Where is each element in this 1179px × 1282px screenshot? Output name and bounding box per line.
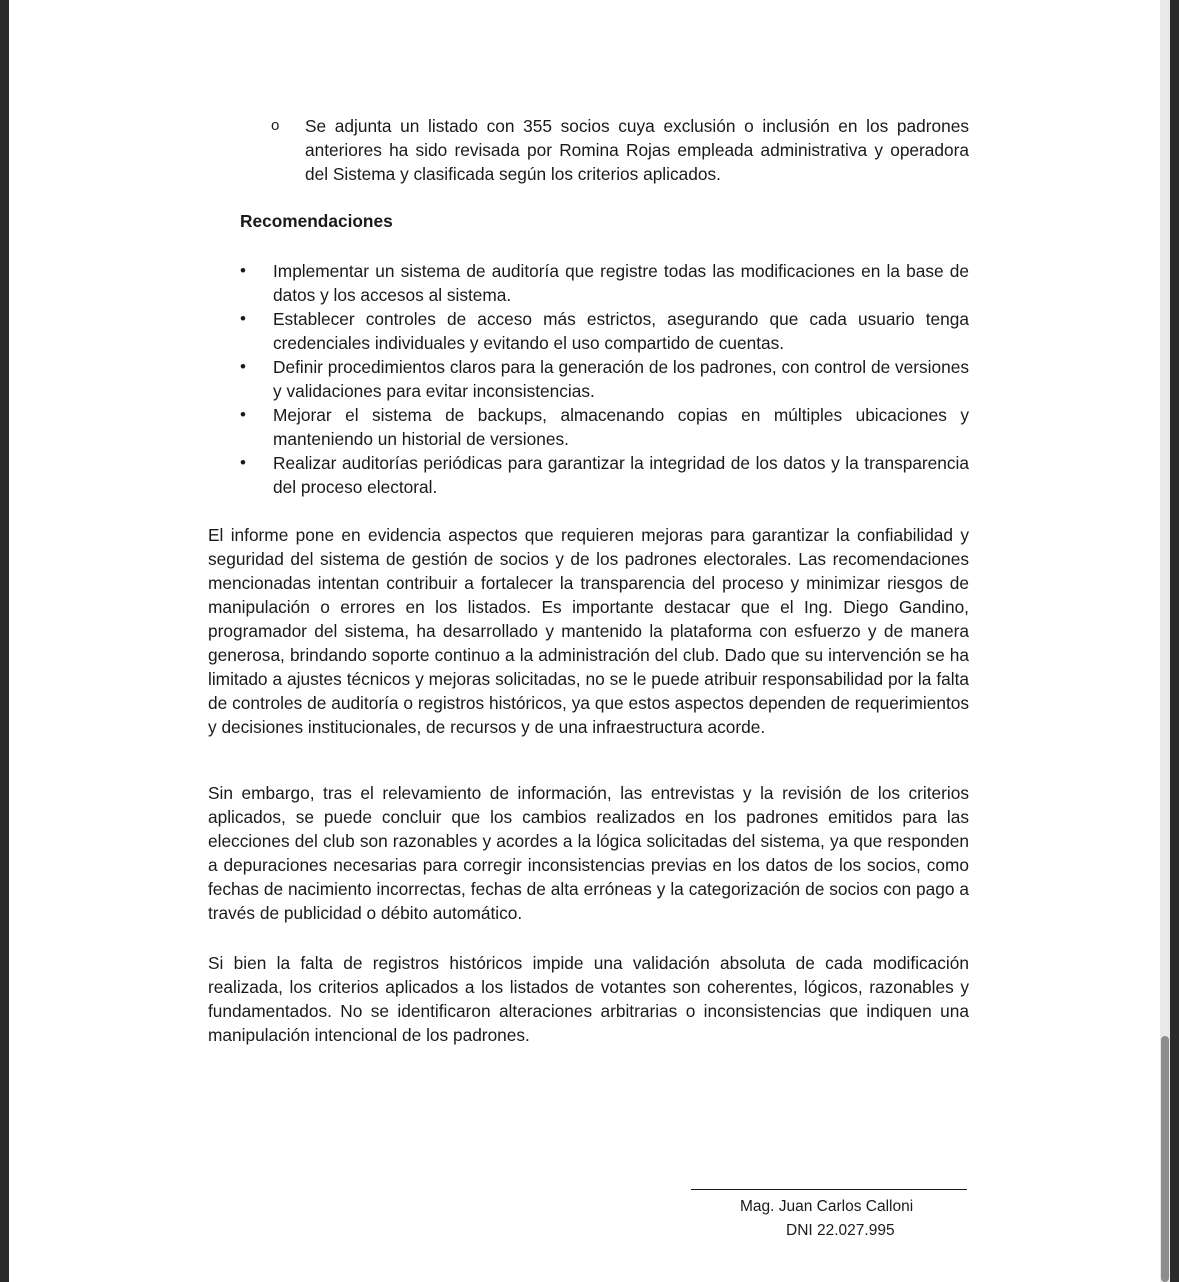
list-item (240, 259, 969, 307)
list-item (240, 451, 969, 499)
bullet-icon: • (240, 309, 246, 328)
signatory-dni: DNI 22.027.995 (786, 1222, 895, 1239)
paragraph-conclusions-intro (208, 523, 969, 739)
list-item-text: Implementar un sistema de auditoría que registre todas las modificaciones en la base de datos y los accesos al sistema. (273, 261, 969, 305)
signatory-name: Mag. Juan Carlos Calloni (740, 1198, 914, 1215)
paragraph-text: El informe pone en evidencia aspectos que requieren mejoras para garantizar la confiabilidad y seguridad del sistema de gestión de socios y de los padrones electorales. Las recomendaciones mencionadas intentan contribuir a fortalecer la transparencia del proceso y minimizar riesgos de manipulación o errores en los listados. Es importante destacar que el Ing. Diego Gandino, programador del sistema, ha desarrollado y mantenido la plataforma con esfuerzo y de manera generosa, brindando soporte continuo a la administración del club. Dado que su intervención se ha limitado a ajustes técnicos y mejoras solicitadas, no se le puede atribuir responsabilidad por la falta de controles de auditoría o registros históricos, ya que estos aspectos dependen de requerimientos y decisiones institucionales, de recursos y de una infraestructura acorde. (208, 525, 969, 737)
paragraph-text: Sin embargo, tras el relevamiento de información, las entrevistas y la revisión de los criterios aplicados, se puede concluir que los cambios realizados en los padrones emitidos para las elecciones del club son razonables y acordes a la lógica solicitadas del sistema, ya que responden a depuraciones necesarias para corregir inconsistencias previas en los datos de los socios, como fechas de nacimiento incorrectas, fechas de alta erróneas y la categorización de socios con pago a través de publicidad o débito automático. (208, 783, 969, 923)
bullet-icon: • (240, 261, 246, 280)
list-item-text: Mejorar el sistema de backups, almacenando copias en múltiples ubicaciones y manteniendo un historial de versiones. (273, 405, 969, 449)
bullet-icon: • (240, 453, 246, 472)
vertical-scrollbar-thumb[interactable] (1161, 1036, 1169, 1282)
sub-list-item (271, 114, 969, 186)
paragraph-conclusions-changes (208, 781, 969, 925)
list-item-text: Establecer controles de acceso más estrictos, asegurando que cada usuario tenga credenciales individuales y evitando el uso compartido de cuentas. (273, 309, 969, 353)
document-page (9, 0, 1160, 1282)
bullet-icon: • (240, 405, 246, 424)
list-item-text: Realizar auditorías periódicas para garantizar la integridad de los datos y la transparencia del proceso electoral. (273, 453, 969, 497)
list-item-text: Definir procedimientos claros para la generación de los padrones, con control de versiones y validaciones para evitar inconsistencias. (273, 357, 969, 401)
list-item (240, 403, 969, 451)
right-frame-edge (1170, 0, 1179, 1282)
recommendations-list (240, 259, 969, 499)
hollow-bullet-icon: o (271, 117, 280, 134)
list-item (240, 307, 969, 355)
paragraph-conclusions-final (208, 951, 969, 1047)
sub-list-item-text: Se adjunta un listado con 355 socios cuya exclusión o inclusión en los padrones anteriores ha sido revisada por Romina Rojas empleada administrativa y operadora del Sistema y clasificada según los criterios aplicados. (305, 116, 969, 184)
recommendations-heading: Recomendaciones (240, 211, 393, 231)
list-item (240, 355, 969, 403)
signature-line (691, 1189, 967, 1190)
paragraph-text: Si bien la falta de registros históricos impide una validación absoluta de cada modificación realizada, los criterios aplicados a los listados de votantes son coherentes, lógicos, razonables y fundamentados. No se identificaron alteraciones arbitrarias o inconsistencias que indiquen una manipulación intencional de los padrones. (208, 953, 969, 1045)
left-frame-edge (0, 0, 9, 1282)
bullet-icon: • (240, 357, 246, 376)
